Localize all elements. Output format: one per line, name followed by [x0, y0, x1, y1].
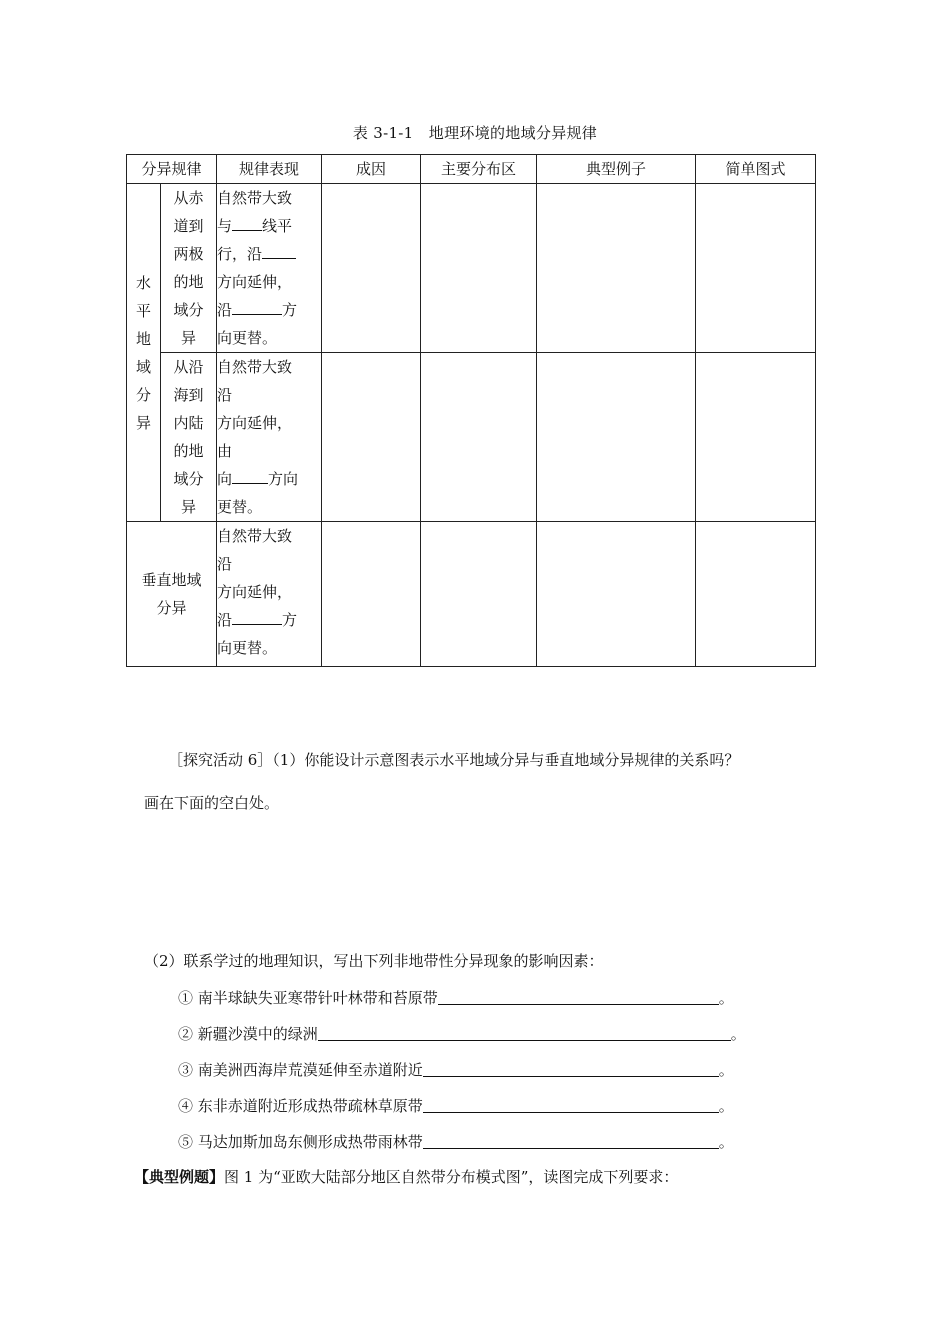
blank-line — [232, 607, 282, 625]
question-item: ④ 东非赤道附近形成热带疏林草原带 。 — [178, 1097, 734, 1115]
header-cell: 典型例子 — [537, 155, 696, 184]
example-label: 【典型例题】 — [134, 1168, 225, 1186]
empty-cell — [696, 184, 816, 353]
table-header-row — [127, 155, 816, 184]
header-cell: 主要分布区 — [421, 155, 537, 184]
table-row — [127, 184, 816, 353]
empty-cell — [421, 353, 537, 522]
empty-cell — [537, 353, 696, 522]
regularity-table — [126, 154, 816, 667]
table-caption: 表 3-1-1 地理环境的地域分异规律 — [352, 124, 598, 142]
example-text: 图 1 为“亚欧大陆部分地区自然带分布模式图”，读图完成下列要求： — [224, 1168, 679, 1186]
question-2-intro: （2）联系学过的地理知识，写出下列非地带性分异现象的影响因素： — [144, 952, 604, 970]
activity-line-1: ［探究活动 6］（1）你能设计示意图表示水平地域分异与垂直地域分异规律的关系吗？ — [168, 751, 740, 769]
empty-cell — [322, 353, 421, 522]
answer-blank[interactable] — [438, 988, 719, 1005]
header-cell: 规律表现 — [217, 155, 322, 184]
header-cell: 分异规律 — [127, 155, 217, 184]
example-line — [134, 1167, 678, 1187]
empty-cell — [322, 184, 421, 353]
question-item: ① 南半球缺失亚寒带针叶林带和苔原带 。 — [178, 989, 734, 1007]
sub-label: 从沿海到内陆的地域分异 — [161, 353, 217, 522]
header-cell: 成因 — [322, 155, 421, 184]
blank-line — [232, 213, 262, 231]
blank-line — [232, 466, 268, 484]
blank-line — [262, 241, 296, 259]
question-item: ⑤ 马达加斯加岛东侧形成热带雨林带 。 — [178, 1133, 734, 1151]
question-item: ② 新疆沙漠中的绿洲 。 — [178, 1025, 746, 1043]
answer-blank[interactable] — [318, 1024, 731, 1041]
empty-cell — [537, 184, 696, 353]
empty-cell — [322, 522, 421, 667]
expression-cell: 自然带大致 与 线平 行，沿 方向延伸， 沿 方 向更替。 — [217, 184, 322, 353]
expression-cell: 自然带大致 沿 方向延伸， 沿 方 向更替。 — [217, 522, 322, 667]
answer-blank[interactable] — [423, 1096, 719, 1113]
vertical-label: 垂直地域分异 — [127, 522, 217, 667]
horizontal-label: 水平地域分异 — [127, 184, 161, 522]
empty-cell — [537, 522, 696, 667]
table-row — [127, 522, 816, 667]
empty-cell — [421, 184, 537, 353]
activity-line-2: 画在下面的空白处。 — [144, 794, 280, 812]
blank-line — [232, 297, 282, 315]
answer-blank[interactable] — [423, 1060, 719, 1077]
answer-blank[interactable] — [423, 1132, 719, 1149]
question-item: ③ 南美洲西海岸荒漠延伸至赤道附近 。 — [178, 1061, 734, 1079]
expression-cell: 自然带大致 沿 方向延伸， 由 向 方向 更替。 — [217, 353, 322, 522]
empty-cell — [696, 353, 816, 522]
table-row — [127, 353, 816, 522]
sub-label: 从赤道到两极的地域分异 — [161, 184, 217, 353]
header-cell: 简单图式 — [696, 155, 816, 184]
empty-cell — [421, 522, 537, 667]
empty-cell — [696, 522, 816, 667]
